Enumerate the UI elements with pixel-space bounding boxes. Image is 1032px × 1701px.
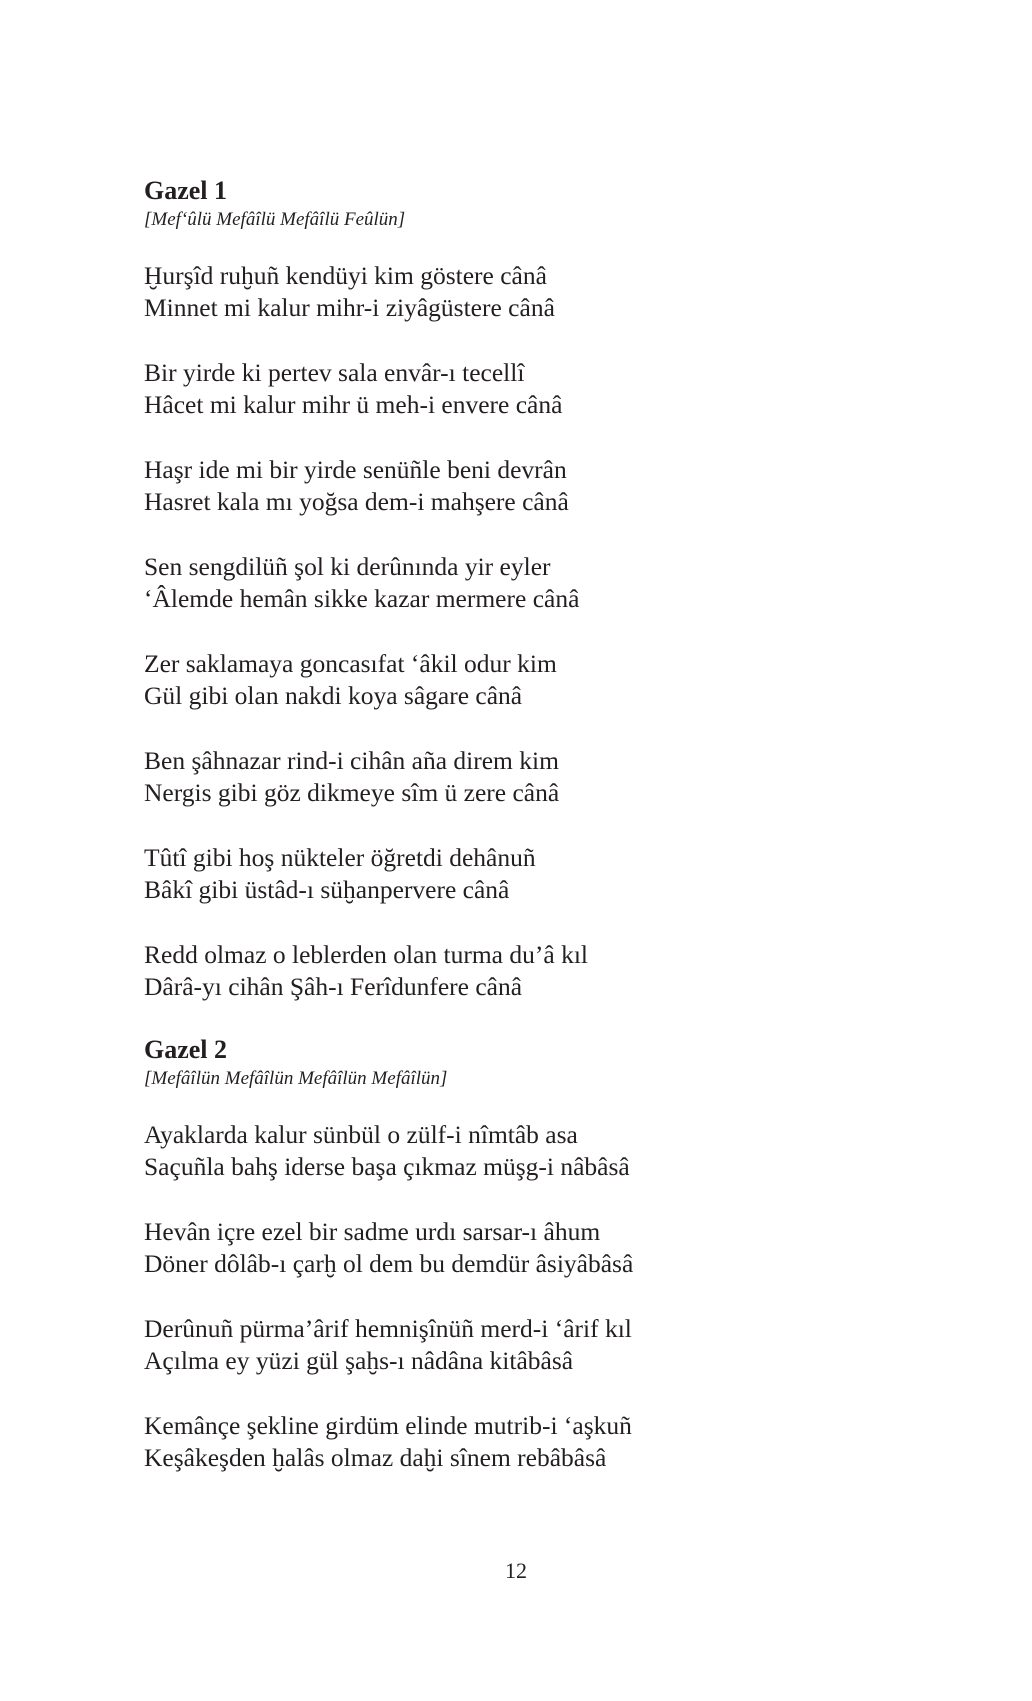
gazel-section [144, 176, 904, 1003]
verse-line: Derûnuñ pürma’ârif hemnişînüñ merd-i ‘ârif kıl [144, 1314, 632, 1343]
gazel-meter: [Mefâîlün Mefâîlün Mefâîlün Mefâîlün] [144, 1068, 448, 1089]
couplet [144, 1410, 904, 1474]
verse-line: Haşr ide mi bir yirde senüñle beni devrân [144, 455, 567, 484]
couplet [144, 357, 904, 421]
couplet-list [144, 1119, 904, 1474]
verse-line: Kemânçe şekline girdüm elinde mutrib-i ‘aşkuñ [144, 1411, 632, 1440]
page-number: 12 [505, 1558, 527, 1583]
couplet [144, 648, 904, 712]
verse-line: Bâkî gibi üstâd-ı süḫanpervere cânâ [144, 875, 510, 904]
verse-line: Zer saklamaya goncasıfat ‘âkil odur kim [144, 649, 557, 678]
verse-line: Gül gibi olan nakdi koya sâgare cânâ [144, 681, 523, 710]
verse-line: Ayaklarda kalur sünbül o zülf-i nîmtâb asa [144, 1120, 578, 1149]
verse-line: Hâcet mi kalur mihr ü meh-i envere cânâ [144, 390, 563, 419]
couplet [144, 260, 904, 324]
verse-line: Redd olmaz o leblerden olan turma du’â kıl [144, 940, 588, 969]
verse-line: Minnet mi kalur mihr-i ziyâgüstere cânâ [144, 293, 555, 322]
verse-line: Hasret kala mı yoğsa dem-i mahşere cânâ [144, 487, 569, 516]
verse-line: Döner dôlâb-ı çarḫ ol dem bu demdür âsiyâbâsâ [144, 1249, 634, 1278]
couplet [144, 1216, 904, 1280]
verse-line: Ḫurşîd ruḫuñ kendüyi kim göstere cânâ [144, 261, 547, 290]
couplet [144, 1119, 904, 1183]
page-content [144, 176, 904, 1474]
couplet [144, 745, 904, 809]
verse-line: Nergis gibi göz dikmeye sîm ü zere cânâ [144, 778, 560, 807]
verse-line: Saçuñla bahş iderse başa çıkmaz müşg-i nâbâsâ [144, 1152, 630, 1181]
verse-line: Ben şâhnazar rind-i cihân aña direm kim [144, 746, 559, 775]
verse-line: Dârâ-yı cihân Şâh-ı Ferîdunfere cânâ [144, 972, 523, 1001]
gazel-title: Gazel 2 [144, 1035, 228, 1064]
couplet [144, 842, 904, 906]
verse-line: ‘Âlemde hemân sikke kazar mermere cânâ [144, 584, 580, 613]
verse-line: Tûtî gibi hoş nükteler öğretdi dehânuñ [144, 843, 536, 872]
gazel-meter: [Mef‘ûlü Mefâîlü Mefâîlü Feûlün] [144, 209, 406, 230]
couplet-list [144, 260, 904, 1003]
verse-line: Bir yirde ki pertev sala envâr-ı tecellî [144, 358, 525, 387]
verse-line: Sen sengdilüñ şol ki derûnında yir eyler [144, 552, 551, 581]
couplet [144, 1313, 904, 1377]
gazel-title: Gazel 1 [144, 176, 228, 205]
verse-line: Hevân içre ezel bir sadme urdı sarsar-ı âhum [144, 1217, 601, 1246]
couplet [144, 454, 904, 518]
verse-line: Açılma ey yüzi gül şaḫs-ı nâdâna kitâbâsâ [144, 1346, 574, 1375]
verse-line: Keşâkeşden ḫalâs olmaz daḫi sînem rebâbâsâ [144, 1443, 607, 1472]
gazel-section [144, 1035, 904, 1474]
couplet [144, 551, 904, 615]
couplet [144, 939, 904, 1003]
